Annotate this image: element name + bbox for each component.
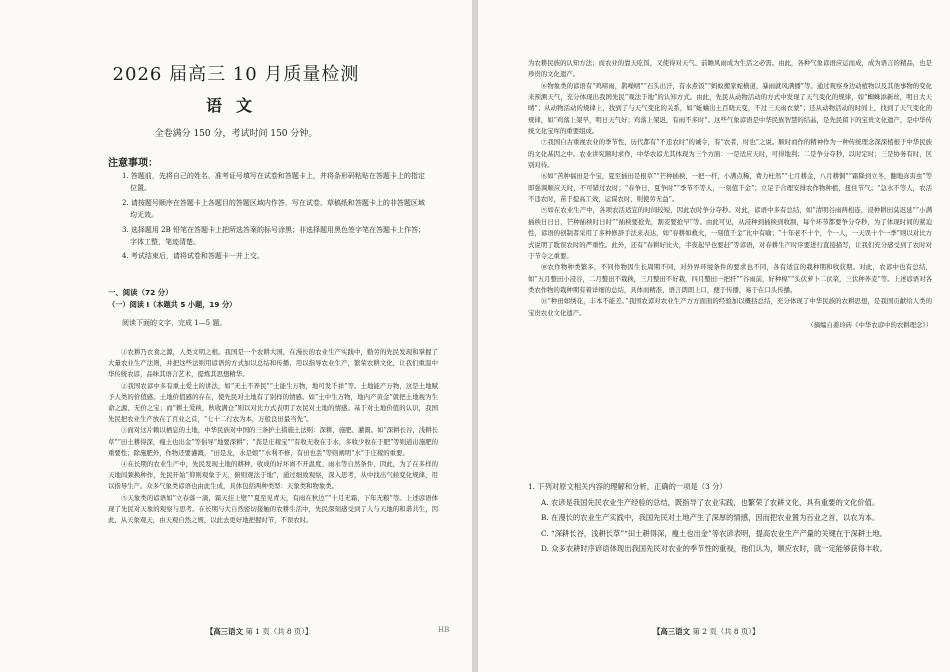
footer-page-number: 第 2 页（共 8 页）】 — [692, 627, 760, 636]
question-option-c: C. “深耕长谷，浅耕长草”“田土耕得深，瘦土也出金”等农谚表明，提高农业生产产量的关键在于深耕土地。 — [541, 528, 887, 538]
passage-paragraph: ⑨如在农业生产中，各项农活适宜的时间较短，因此农时争分夺秒。对此，谚语中多有总结，如“清明谷雨两相连，浸种耕田莫迟延”“小满插秧日日日，芒种插秧时日时”“插秧要抢先，割麦要抢早”等。由此可见，从浸种到插秧到收割，每个环节都要争分夺秒，为了体现时间的紧迫性，谚语的创制者采用了多种修辞手法来表达，如“春耕如救火，一刻值千金”比中有喻；“十年老不十个，个一人，一天误十个一季”则以对比方式说明了耽误农时的严重性。此外，还有“春耕好比火，半夜起早也要赶”等谚语，对春耕生产时序要进行直接描写，让我们充分感受到了农时对于节令之重要。 — [528, 206, 932, 260]
passage-paragraph: ⑩农作物种类繁多，不同作物因生长周期不同，对外界环境条件的要求也不同，各有适宜的栽种期和收获期。对此，农谚中也有总结，如“五月整田小浸谷，二月整田不栽秧，三月整田不好栽，四月整田一把扦”“谷雨前，好种棉”“头伏萝卜二伏菜，三伏种荞麦”等。上述谚语对各类农作物的栽种期有着详细的总结，具体而精准，语言朗朗上口，便于传播，易于在口头传播。 — [528, 263, 932, 294]
question-option-b: B. 在漫长的农业生产实践中，我国先民对土地产生了深厚的情感，因而把农业置为百业之首，以农为本。 — [541, 513, 880, 523]
sub-section-heading: （一）阅读 Ⅰ（本题共 5 小题，19 分） — [108, 300, 237, 309]
question-option-d: D. 众多农耕时序谚语体现出我国先民对农业的季节性的重视，他们认为，顺应农时，就一定能够获得丰收。 — [541, 544, 887, 554]
passage-paragraph: ⑤天象类的谚语如“立春落一滴，霜天挂上壁”“夏至见青天，有雨在秋边”“十月无霜，下年无粮”等。上述谚语体现了先民对天象的观察与思考。在长期与大自然密切接触的农耕生活中，先民深刻感受到了人与天地的和谐共生，因此，从天象观天，由天观自然之规，以此去更好地把握时节，不误农时。 — [108, 493, 438, 525]
note-item: 1. 答题前，先将自己的姓名、准考证号填写在试卷和答题卡上，并将条形码粘贴在答题卡上的指定位置。 — [122, 172, 425, 193]
subject-title: 语文 — [205, 96, 266, 115]
notes-title: 注意事项： — [108, 158, 158, 169]
passage-paragraph: ⑦我国自古重视农业的季节性，历代都有“不违农时”的诫令，有“农者，时也”之说。顺时而作的精神作为一种传统理念深深植根于中华民族的文化基因之中。农业讲究顺时求作，中华农谚尤其体现为三个方面：一是适应天时，可得地利；二是争分夺秒，以时定时；三是协务有时，区别对待。 — [528, 138, 932, 170]
footer-label: 【高三语文 — [653, 627, 690, 636]
passage-paragraph: ①农耕乃衣食之源，人类文明之根。我国是一个农耕大国，在漫长的农业生产实践中，勤劳的先民发现和掌握了大量农业生产法则，并把这些法则用谚语的方式加以总结和传播，用以指导农业生产，繁荣农耕文化，让我们重温中华传统农谚，品味其语言艺术，提炼其思想精华。 — [108, 348, 438, 379]
exam-page-2 — [478, 0, 950, 672]
question-option-a: A. 农谚是我国先民农业生产经验的总结，既指导了农业实践，也繁荣了农耕文化，具有重要的文化价值。 — [541, 497, 880, 507]
passage-paragraph: ②我国农谚中多有重土爱土的讲法，如“无土不养民”“土能生万物，地可发千祥”等。土地能产万物，这是土地赋予人类的价值感。土地价值感的存在，使先民对土地有了别样的情感。如“土中生万物，地内产黄金”就把土地视为生命之源、无价之宝；而“耕土爱秧，秋收满仓”则以对比方式表明了农民对土地的情感。基于对土地价值的认识，我国先民把农业生产放在了百业之首，“七十二行农为本，万般良田最当先”。 — [108, 381, 438, 424]
print-mark: HB — [438, 626, 450, 634]
passage-right — [528, 58, 932, 331]
passage-paragraph: ⑧如“苦种福田是个宝，夏至插田是根草”“芒种插秧，一把一杆，小满点稀，费力枉然”“七月耕金，八月耕铜”“霜降到立冬，翻地冻害虫”等即强调顺应天时，不可错过农时；“春争日，夏争时”“季节不等人，一刻值千金”；立足于合理安排农作物种植，扭住节气；“急水不等人，农活不违农时，苗于提高工效，运谋农时，则使劳无益”。 — [528, 172, 932, 204]
passage-paragraph: ⑪“种田如绣花，丰本不能差。”我国农谚对农业生产方方面面的经验加以概括总结，充分体现了中华民族的农耕思想，是我国贡献给人类的宝贵农业文化遗产。 — [528, 297, 932, 317]
score-line: 全卷满分 150 分，考试时间 150 分钟。 — [154, 129, 318, 139]
question-stem: 1. 下列对原文相关内容的理解和分析，正确的一项是（3 分） — [528, 482, 727, 491]
note-item: 3. 选择题用 2B 铅笔在答题卡上把所选答案的标号涂黑；非选择题用黑色签字笔在答题卡上作答；字体工整，笔迹清楚。 — [122, 225, 425, 247]
page-footer — [653, 626, 759, 637]
footer-label: 【高三语文 — [206, 627, 243, 636]
footer-page-number: 第 1 页（共 8 页）】 — [245, 627, 313, 636]
passage-paragraph: 为农耕民族的认知方法；而农业的靠天吃饭，又使得对天气、前瞻风雨成为生活之必需。由此，各种气象谚语应运而成，成为语言的精品，也是珍贵的文化遗产。 — [528, 59, 932, 79]
passage-source: （摘编自姜玲砖《中华农谚中的农耕理念》） — [807, 320, 932, 329]
note-item: 2. 请按题号顺序在答题卡上各题目的答题区域内作答，写在试卷、草稿纸和答题卡上的非答题区域均无效。 — [122, 198, 425, 220]
question-1 — [528, 481, 932, 559]
passage-paragraph: ③面对这片赖以栖息的土地，中华民族对中国的三条护土措施土法则：深耕、施肥、灌溉。如“深耕长谷，浅耕长草”“田土耕得深，瘦土也出金”等倡导“地要深耕”；“粪是庄稼宝”“有收无收在于水，多收少收在于肥”等则道出施肥的重要性；除施肥外，作物还要灌溉，“田是龙，水是娘”“水利不修，有田也丢”等则阐明“水”于庄稼的重要。 — [108, 426, 438, 457]
passage-paragraph: ④在长期的农业生产中，先民发现土地的耕种、收成的好坏离不开温度、雨水等自然条件，因此，为了在多样的天地间频换种作，先民开始“仰则观象于天，俯则观法于地”，通过细致观察，深入思考，从中找出气候变化规律，用以指导生产。众多气象类谚语也由此生成，具体包括两种类型：天象类和物象类。 — [108, 460, 438, 491]
notes-list — [122, 170, 427, 265]
note-item: 4. 考试结束后，请将试卷和答题卡一并上交。 — [122, 252, 264, 261]
page-footer — [206, 626, 312, 637]
reading-instruction: 阅读下面的文字，完成 1—5 题。 — [122, 319, 227, 327]
passage-paragraph: ⑥物象类的谚语有“鸡啼雨，鹊噪晴”“石头出汗，有水煮饭”“蚂蚁搬家蛇横道，暴雨就风满播”等。通过观察身边动植物以及其他事物的变化来预测天气，充分体现出我国先民“观法于地”的认知方式。由此，先民从动物活动的方式中发现了天气变化的规律，如“蜘蛛添新丝，明日大天晴”；从动物活动的规律上，找到了与天气变化的关系，如“蚯蛐出土百晓天变，不过三天雨衣蒙”；还从动物活动的时间上，找到了天气变化的规律，如“鸡落上架早，明日天气好；鸡落上架迟，有雨不多时”。这些气象谚语是中华民族智慧的结晶，是先民留下的宝贵文化遗产，是中华传统文化宝库的重要组成。 — [528, 81, 932, 136]
exam-title: 2026 届高三 10 月质量检测 — [112, 64, 360, 85]
passage-left — [108, 347, 438, 526]
exam-page-1 — [0, 0, 472, 672]
section-heading: 一、阅读（72 分） — [108, 288, 173, 297]
